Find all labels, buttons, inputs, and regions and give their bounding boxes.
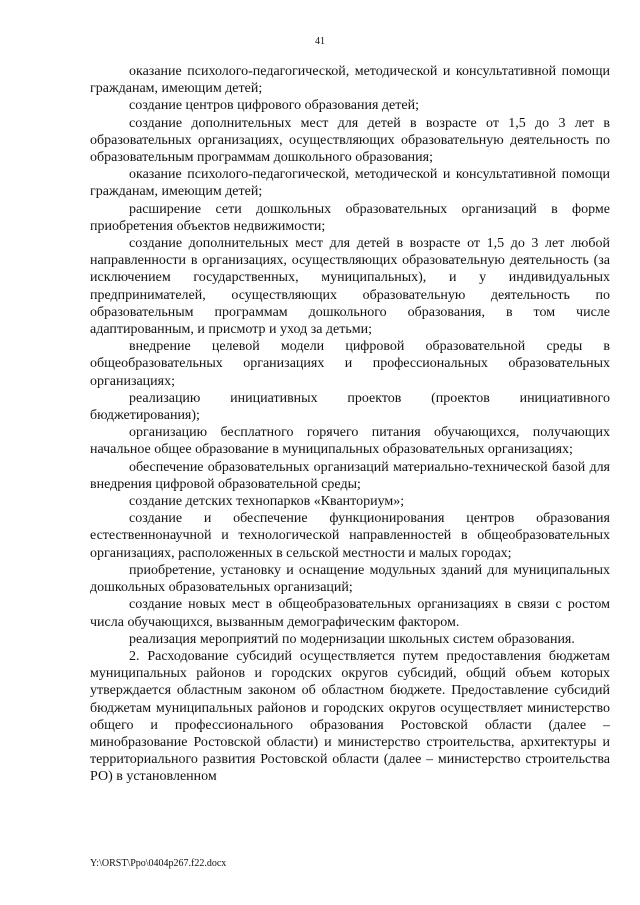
paragraph: организацию бесплатного горячего питания обучающихся, получающих начальное общее образование в муниципальных образовательных организациях; [90, 425, 610, 458]
paragraph: создание центров цифрового образования детей; [129, 98, 419, 114]
paragraph: создание детских технопарков «Кванториум»; [129, 494, 405, 510]
paragraph: реализация мероприятий по модернизации школьных систем образования. [129, 631, 575, 647]
document-body [90, 63, 610, 786]
paragraph: обеспечение образовательных организаций материально-технической базой для внедрения цифровой образовательной среды; [90, 459, 610, 492]
paragraph: создание дополнительных мест для детей в возрасте от 1,5 до 3 лет любой направленности в организациях, осуществляющих образовательную деятельность (за исключением государственных, муниципальных), и у индивидуальных предпринимателей, осуществляющих образовательную деятельность по образовательным программам дошкольного образования, в том числе адаптированным, и присмотр и уход за детьми; [90, 236, 610, 338]
footer-file-path: Y:\ORST\Ppo\0404p267.f22.docx [90, 858, 227, 869]
paragraph: 2. Расходование субсидий осуществляется путем предоставления бюджетам муниципальных районов и городских округов субсидий, общий объем которых утверждается областным законом об областном бюджете. Предоставление субсидий бюджетам муниципальных районов и городских округов осуществляет министерство общего и профессионального образования Ростовской области (далее – минобразование Ростовской области) и министерство строительства, архитектуры и территориального развития Ростовской области (далее – министерство строительства РО) в установленном [90, 648, 610, 785]
paragraph: создание новых мест в общеобразовательных организациях в связи с ростом числа обучающихся, вызванным демографическим фактором. [90, 597, 610, 630]
paragraph: оказание психолого-педагогической, методической и консультативной помощи гражданам, имеющим детей; [90, 64, 610, 97]
paragraph: приобретение, установку и оснащение модульных зданий для муниципальных дошкольных образовательных организаций; [90, 562, 610, 596]
paragraph: внедрение целевой модели цифровой образовательной среды в общеобразовательных организациях и профессиональных образовательных организациях; [90, 339, 610, 389]
paragraph: расширение сети дошкольных образовательных организаций в форме приобретения объектов недвижимости; [90, 201, 610, 234]
paragraph: оказание психолого-педагогической, методической и консультативной помощи гражданам, имеющим детей; [90, 167, 610, 200]
paragraph: создание и обеспечение функционирования центров образования естественнонаучной и технологической направленностей в общеобразовательных организациях, расположенных в сельской местности и малых городах; [90, 511, 610, 561]
paragraph: создание дополнительных мест для детей в возрасте от 1,5 до 3 лет в образовательных организациях, осуществляющих образовательную деятельность по образовательным программам дошкольного образования; [90, 115, 610, 166]
paragraph: реализацию инициативных проектов (проектов инициативного бюджетирования); [90, 390, 610, 424]
page-number: 41 [315, 36, 325, 47]
